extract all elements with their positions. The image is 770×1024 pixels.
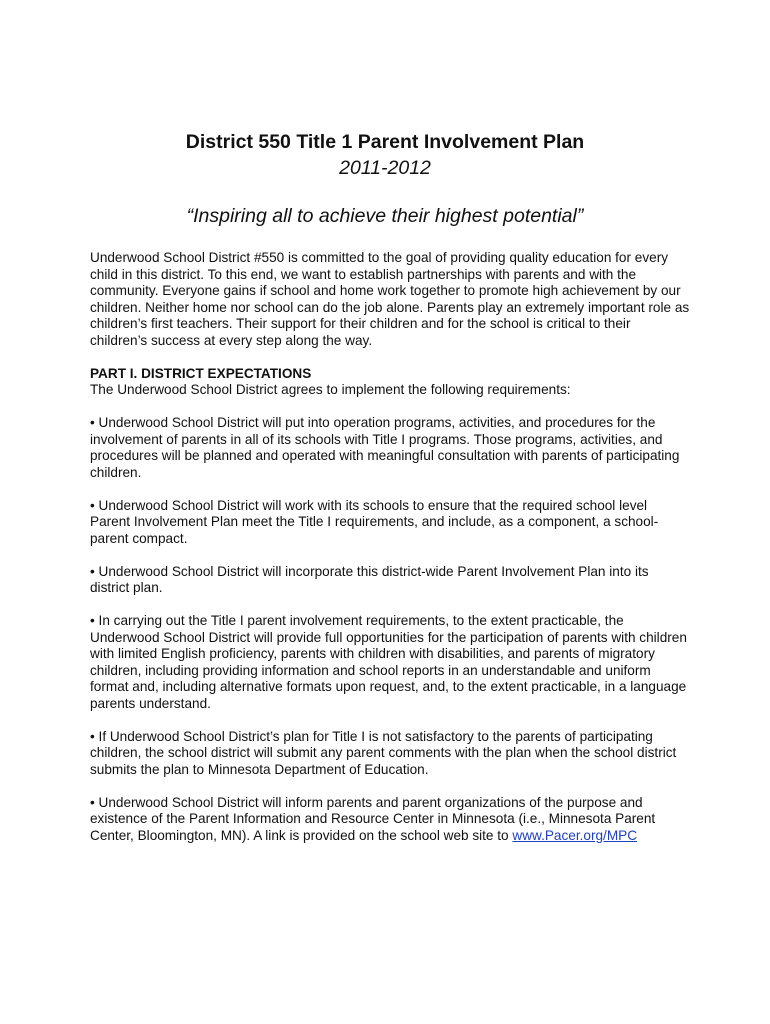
document-motto: “Inspiring all to achieve their highest potential” xyxy=(186,205,584,227)
bullet-item-last xyxy=(90,795,690,845)
intro-paragraph: Underwood School District #550 is committed to the goal of providing quality education for every child in this district. To this end, we want to establish partnerships with parents and with the community. Everyone gains if school and home work together to promote high achievement by our children. Neither home nor school can do the job alone. Parents play an extremely important role as children’s first teachers. Their support for their children and for the school is critical to their children’s success at every step along the way. xyxy=(90,250,690,348)
pacer-link[interactable]: www.Pacer.org/MPC xyxy=(512,827,638,843)
document-body xyxy=(90,250,690,861)
bullet-item: • If Underwood School District’s plan for Title I is not satisfactory to the parents of participating children, the school district will submit any parent comments with the plan when the school district submits the plan to Minnesota Department of Education. xyxy=(90,728,677,777)
bullet-text: • Underwood School District will inform parents and parent organizations of the purpose and existence of the Parent Information and Resource Center in Minnesota (i.e., Minnesota Parent Center, Bloomington, MN). A link is provided on the school web site to xyxy=(90,794,656,843)
document-title: District 550 Title 1 Parent Involvement Plan xyxy=(185,131,585,153)
bullet-item: • In carrying out the Title I parent involvement requirements, to the extent practicable, the Underwood School District will provide full opportunities for the participation of parents with children with limited English proficiency, parents with children with disabilities, and parents of migratory children, including providing information and school reports in an understandable and uniform format and, including alternative formats upon request, and, to the extent practicable, in a language parents understand. xyxy=(90,613,687,711)
part1-heading: PART I. DISTRICT EXPECTATIONS xyxy=(90,365,312,381)
document-years: 2011-2012 xyxy=(339,157,431,179)
bullet-item: • Underwood School District will incorporate this district-wide Parent Involvement Plan into its district plan. xyxy=(90,563,649,595)
bullet-item: • Underwood School District will put into operation programs, activities, and procedures for the involvement of parents in all of its schools with Title I programs. Those programs, activities, and procedures will be planned and operated with meaningful consultation with parents of participating children. xyxy=(90,415,680,480)
bullet-item: • Underwood School District will work with its schools to ensure that the required school level Parent Involvement Plan meet the Title I requirements, and include, as a component, a school-parent compact. xyxy=(90,497,659,546)
part1-lead: The Underwood School District agrees to implement the following requirements: xyxy=(90,382,571,397)
